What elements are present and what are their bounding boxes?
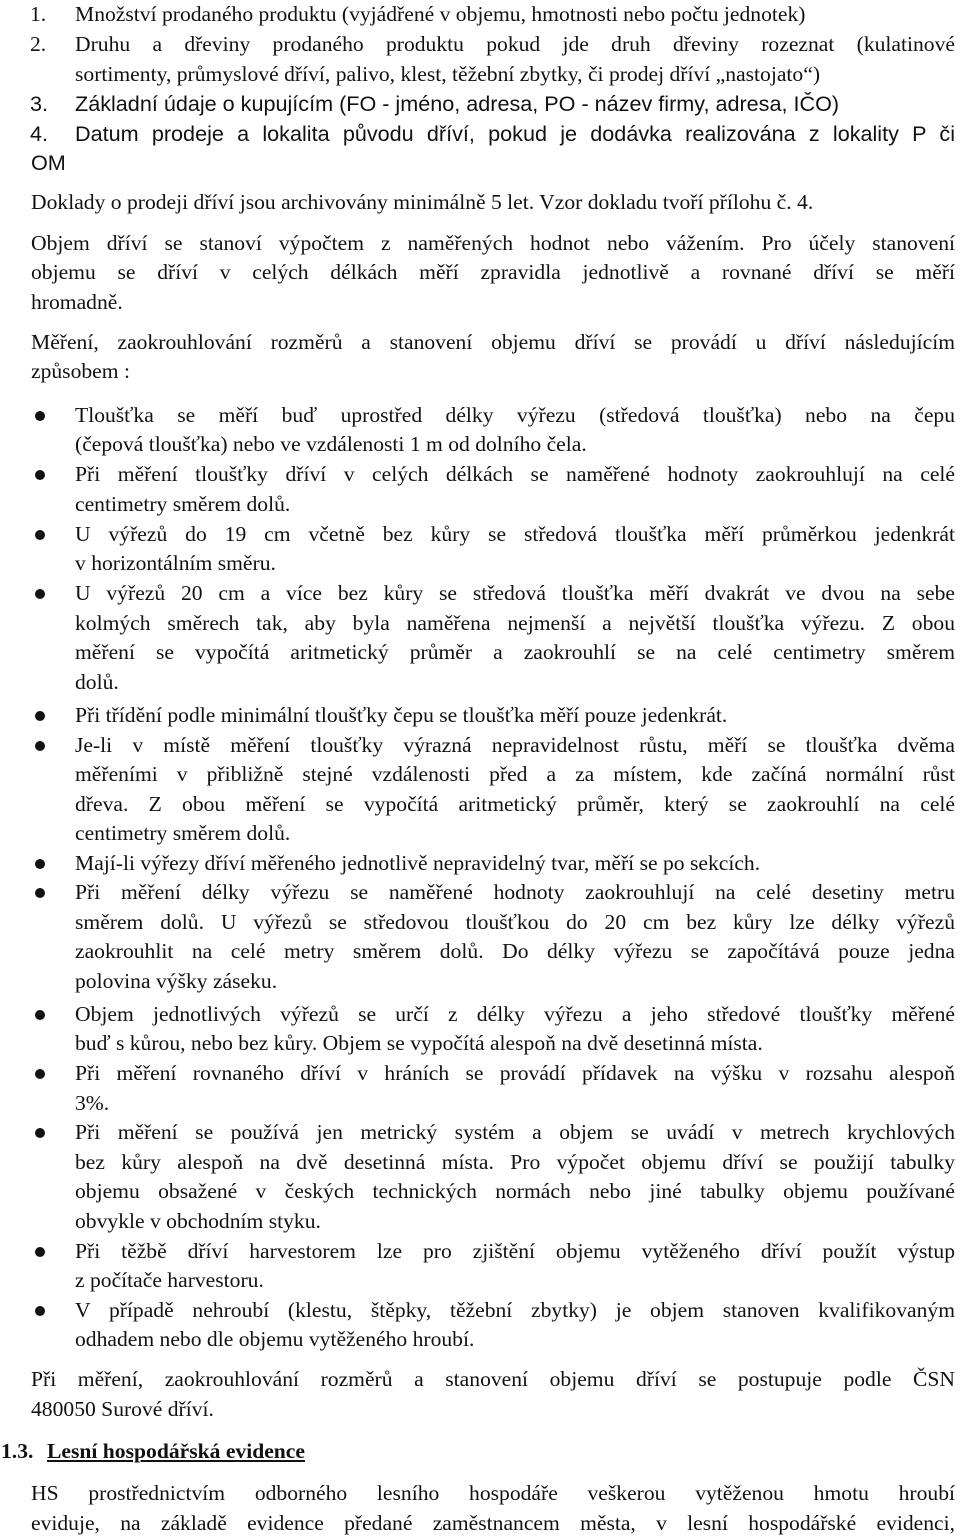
list-item-text: sortimenty, průmyslové dříví, palivo, klest, těžební zbytky, či prodej dříví „nastojato“)	[75, 62, 821, 86]
bullet-item-text: měřeními v přibližně stejné vzdálenosti před a za místem, kde začíná normální růst	[75, 762, 955, 786]
bullet-item-text: Při třídění podle minimální tloušťky čepu se tloušťka měří pouze jedenkrát.	[75, 703, 728, 727]
bullet-item-text: odhadem nebo dle objemu vytěženého hroubí.	[75, 1327, 475, 1351]
bullet-item-text: 3%.	[75, 1091, 110, 1115]
bullet-item-text: bez kůry alespoň na dvě desetinná místa. Pro výpočet objemu dříví se použijí tabulky	[75, 1150, 955, 1174]
bullet-dot	[35, 888, 45, 898]
bullet-item-text: dřeva. Z obou měření se vypočítá aritmetický průměr, který se zaokrouhlí na celé	[75, 792, 955, 816]
list-number: 1.	[30, 2, 47, 26]
list-number: 2.	[30, 32, 47, 56]
bullet-dot	[35, 1010, 45, 1020]
bullet-item-text: Při těžbě dříví harvestorem lze pro zjištění objemu vytěženého dříví použít výstup	[75, 1239, 955, 1263]
paragraph-hs-line: eviduje, na základě evidence předané zaměstnancem města, v lesní hospodářské evidenci,	[31, 1511, 955, 1535]
list-item-text: Množství prodaného produktu (vyjádřené v objemu, hmotnosti nebo počtu jednotek)	[75, 2, 806, 26]
bullet-item-text: centimetry směrem dolů.	[75, 492, 291, 516]
bullet-item-text: kolmých směrech tak, aby byla naměřena nejmenší a největší tloušťka výřezu. Z obou	[75, 611, 955, 635]
list-item-text: OM	[31, 150, 66, 175]
bullet-dot	[35, 711, 45, 721]
bullet-item-text: V případě nehroubí (klestu, štěpky, těžební zbytky) je objem stanoven kvalifikovaným	[75, 1298, 955, 1322]
bullet-item-text: Při měření tloušťky dříví v celých délkách se naměřené hodnoty zaokrouhlují na celé	[75, 462, 955, 486]
bullet-item-text: (čepová tloušťka) nebo ve vzdálenosti 1 m od dolního čela.	[75, 432, 587, 456]
bullet-dot	[35, 1247, 45, 1257]
bullet-item-text: polovina výšky záseku.	[75, 969, 278, 993]
list-number: 3.	[30, 91, 49, 116]
bullet-dot	[35, 530, 45, 540]
paragraph-objem-line: Objem dříví se stanoví výpočtem z naměřených hodnot nebo vážením. Pro účely stanovení	[31, 231, 955, 255]
list-number: 4.	[30, 121, 49, 146]
bullet-item-text: Je-li v místě měření tloušťky výrazná nepravidelnost růstu, měří se tloušťka dvěma	[75, 733, 955, 757]
bullet-item-text: obvykle v obchodním styku.	[75, 1209, 321, 1233]
bullet-dot	[35, 741, 45, 751]
bullet-item-text: U výřezů do 19 cm včetně bez kůry se středová tloušťka měří průměrkou jedenkrát	[75, 522, 955, 546]
list-item-text: Základní údaje o kupujícím (FO - jméno, adresa, PO - název firmy, adresa, IČO)	[75, 91, 840, 116]
section-heading: Lesní hospodářská evidence	[47, 1439, 305, 1463]
bullet-item-text: Při měření délky výřezu se naměřené hodnoty zaokrouhlují na celé desetiny metru	[75, 880, 955, 904]
bullet-item-text: zaokrouhlit na celé metry směrem dolů. Do délky výřezu se započítává pouze jedna	[75, 939, 955, 963]
bullet-item-text: Objem jednotlivých výřezů se určí z délky výřezu a jeho středové tloušťky měřené	[75, 1002, 955, 1026]
bullet-item-text: objemu obsažené v českých technických normách nebo jiné tabulky objemu používané	[75, 1179, 955, 1203]
paragraph-csn-line: 480050 Surové dříví.	[31, 1397, 214, 1421]
bullet-item-text: Mají-li výřezy dříví měřeného jednotlivě nepravidelný tvar, měří se po sekcích.	[75, 851, 761, 875]
bullet-item-text: Při měření rovnaného dříví v hráních se provádí přídavek na výšku v rozsahu alespoň	[75, 1061, 955, 1085]
bullet-item-text: Tloušťka se měří buď uprostřed délky výřezu (středová tloušťka) nebo na čepu	[75, 403, 955, 427]
paragraph-csn-line: Při měření, zaokrouhlování rozměrů a stanovení objemu dříví se postupuje podle ČSN	[31, 1367, 955, 1391]
paragraph-doklady: Doklady o prodeji dříví jsou archivovány minimálně 5 let. Vzor dokladu tvoří přílohu č. 4.	[31, 190, 814, 214]
list-item-text: Datum prodeje a lokalita původu dříví, pokud je dodávka realizována z lokality P či	[75, 121, 955, 146]
bullet-item-text: směrem dolů. U výřezů se středovou tloušťkou do 20 cm bez kůry lze délky výřezů	[75, 910, 955, 934]
paragraph-mereni-line: způsobem :	[31, 359, 130, 383]
bullet-item-text: Při měření se používá jen metrický systém a objem se uvádí v metrech krychlových	[75, 1120, 955, 1144]
list-item-text: Druhu a dřeviny prodaného produktu pokud jde druh dřeviny rozeznat (kulatinové	[75, 32, 955, 56]
bullet-item-text: buď s kůrou, nebo bez kůry. Objem se vypočítá alespoň na dvě desetinná místa.	[75, 1031, 763, 1055]
paragraph-mereni-line: Měření, zaokrouhlování rozměrů a stanovení objemu dříví se provádí u dříví následujícím	[31, 330, 955, 354]
bullet-dot	[35, 1128, 45, 1138]
paragraph-objem-line: objemu se dříví v celých délkách měří zpravidla jednotlivě a rovnané dříví se měří	[31, 260, 955, 284]
paragraph-hs-line: HS prostřednictvím odborného lesního hospodáře veškerou vytěženou hmotu hroubí	[31, 1481, 955, 1505]
bullet-dot	[35, 1069, 45, 1079]
bullet-item-text: v horizontálním směru.	[75, 551, 276, 575]
bullet-dot	[35, 411, 45, 421]
bullet-dot	[35, 859, 45, 869]
bullet-item-text: dolů.	[75, 670, 119, 694]
bullet-item-text: měření se vypočítá aritmetický průměr a zaokrouhlí se na celé centimetry směrem	[75, 640, 955, 664]
section-number: 1.3.	[1, 1439, 34, 1463]
bullet-dot	[35, 1306, 45, 1316]
bullet-item-text: z počítače harvestoru.	[75, 1268, 264, 1292]
bullet-item-text: U výřezů 20 cm a více bez kůry se středová tloušťka měří dvakrát ve dvou na sebe	[75, 581, 955, 605]
bullet-dot	[35, 470, 45, 480]
bullet-dot	[35, 589, 45, 599]
bullet-item-text: centimetry směrem dolů.	[75, 821, 291, 845]
paragraph-objem-line: hromadně.	[31, 290, 123, 314]
